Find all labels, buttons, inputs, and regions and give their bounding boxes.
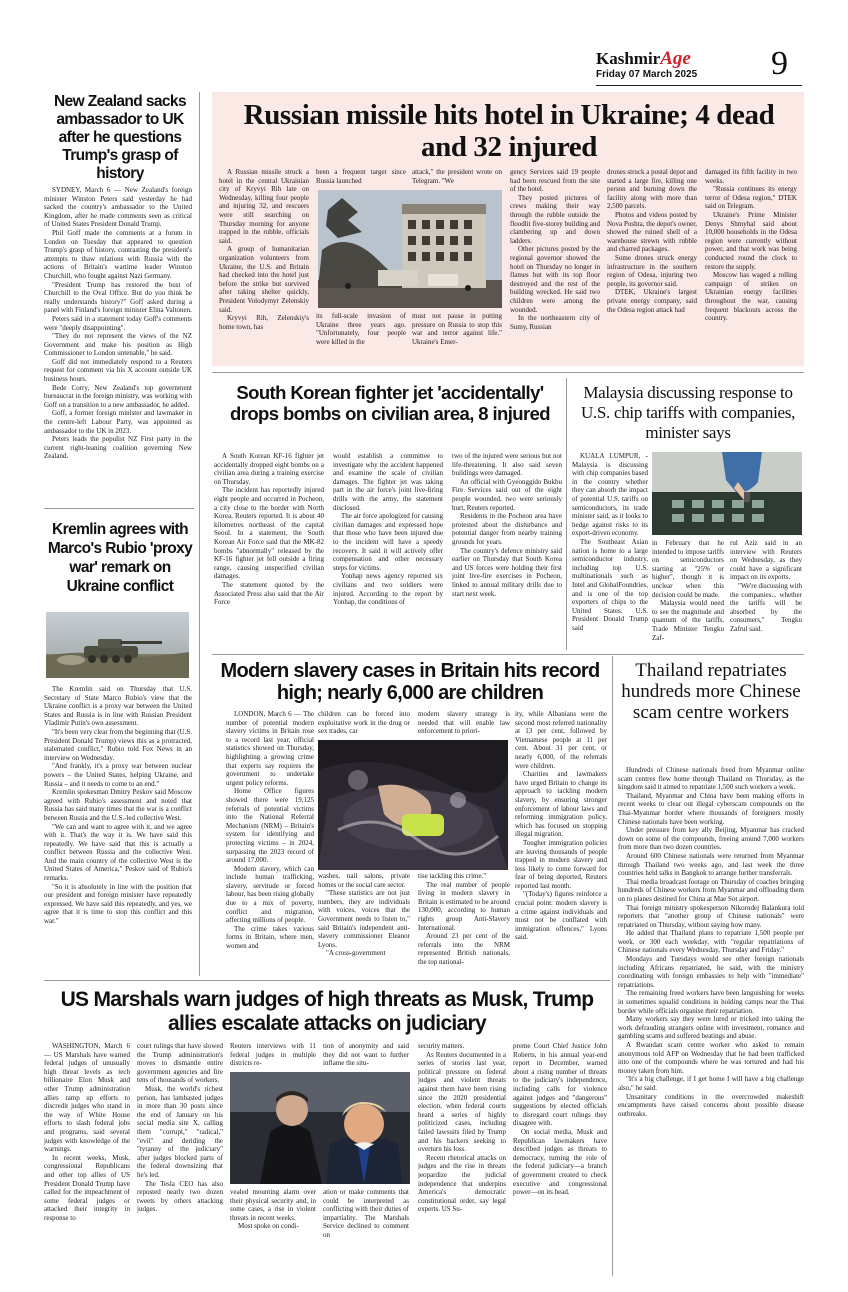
ukraine-para: They posted pictures of crews making their way through the rubble outside the floodlit five-storey building and clambering up and down ladders. [510,193,600,245]
ukraine-col-4 [510,168,600,360]
malaysia-para: in February that he intended to impose tariffs on semiconductors starting at "25% or higher", though it is unclear when this decision could be made. [652,539,724,599]
ukraine-para: its full-scale invasion of Ukraine three years ago. "Unfortunately, four people were killed in the [316,312,406,346]
marshals-para: Reuters interviews with 11 federal judges in multiple districts re- [230,1042,316,1068]
kremlin-body [44,685,192,971]
tank-photo [46,612,189,678]
ukraine-headline: Russian missile hits hotel in Ukraine; 4 dead and 32 injured [243,99,775,163]
slavery-para: Charities and lawmakers have urged Britain to change its approach to tackling modern slavery, by ensuring stronger enforcement of labour laws and reforming immigration policy, which has focused on stopping illegal migration. [515,770,607,839]
thailand-para: Unsanitary conditions in the overcrowded makeshift encampments have raised concerns about possible disease outbreaks. [618,1092,804,1118]
korea-col-3 [452,452,562,650]
slavery-para: The crime takes various forms in Britain, where men, women and [226,924,314,951]
divider [44,508,194,509]
thailand-para: Hundreds of Chinese nationals freed from Myanmar online scam centres flew home through Thailand on Thursday, as the kingdom said it aimed to repatriate 1,500 such workers a week. [618,766,804,792]
korea-para: An official with Gyeonggido Bukbu Fire Services said out of the eight people wounded, two were seriously hurt, Reuters reported. [452,477,562,512]
thailand-para: Many workers say they were lured or tricked into taking the work defrauding strangers online with investment, romance and gambling scams and suffered beatings and abuse. [618,1015,804,1041]
marshals-para: Recent rhetorical attacks on judges and the rise in threats jeopardize the judicial independence that underpins America's democratic constitutional order, say legal experts. US Su- [418,1153,506,1214]
ukraine-para: Moscow has waged a rolling campaign of strikes on Ukrainian energy facilities throughout the war, causing frequent blackouts across the country. [705,271,797,323]
marshals-col-4-top [323,1042,409,1068]
korea-para: Residents in the Pocheon area have protested about the disturbance and potential danger from nearby training grounds for years. [452,512,562,546]
slavery-para: children can be forced into exploitative work in the drug or sex trades, car [318,710,410,736]
page-number: 9 [771,45,788,82]
thailand-para: Around 600 Chinese nationals were returned from Myanmar through Thailand two weeks ago, and last week the three countries held talks in Bangkok to arrange further transferrals. [618,851,804,878]
masthead-rule [596,85,802,86]
nz-para: "President Trump has restored the bust of Churchill to the Oval Office. But do you think he really understands history?" Goff asked during a panel with Finland's foreign minister Elina Valtonen. [44,280,192,315]
thailand-para: Mondays and Tuesdays would see other foreign nationals including Africans repatriated, he said, with the ministry coordinating with foreign embassies to help with "immediate" repatriations. [618,955,804,989]
slavery-para: ity, while Albanians were the second most referred nationality at 13 per cent, followed by Vietnamese people at 11 per cent. About 31 per cent, or nearly 6,000, of the referrals were children. [515,710,607,770]
thailand-para: Under pressure from key ally Beijing, Myanmar has cracked down on some of the compounds, freeing around 7,000 workers from more than two dozen countries. [618,826,804,852]
slavery-para: Tougher immigration policies are leaving thousands of people trapped in modern slavery and less likely to come forward for fear of being deported, Reuters reported last month. [515,838,607,890]
ukraine-col-2-top [316,168,406,186]
ukraine-para: A group of humanitarian organization volunteers from Ukraine, the U.S. and Britain had checked into the hotel just before the strike but survived after taking shelter quickly, President Volodymyr Zelenskiy said. [219,245,309,314]
ukraine-col-3-top [412,168,502,186]
slavery-para: "(Today's) figures reinforce a crucial point: modern slavery is a crime against individuals and must not be conflated with immigration offences," Lyons said. [515,890,607,942]
ukraine-para: must not pause in putting pressure on Russia to stop this war and terror against life." Ukraine's Emer- [412,312,502,346]
ukraine-para: attack," the president wrote on Telegram. "We [412,168,502,185]
kremlin-para: "We can and want to agree with it, and we agree with it. That's the way it is. We have said this repeatedly. We have said that this is actually a conflict between Russia and the collective West. And the main country of the collective West is the United States of America," Peskov said of Rubio's remarks. [44,822,192,883]
ukraine-para: Photos and videos posted by Nova Poshta, the depot's owner, showed the ruined shell of a warehouse strewn with rubble and charred packages. [607,210,697,254]
marshals-para: tion of anonymity and said they did not want to further inflame the situ- [323,1042,409,1068]
marshals-para: preme Court Chief Justice John Roberts, in his annual year-end report in December, warned about a rising number of threats to the judiciary's independence, including calls for violence against judges and "dangerous" suggestions by elected officials to disregard court rulings they disagree with. [513,1042,607,1128]
nz-para: Phil Goff made the comments at a forum in London on Tuesday that appeared to question Trump's grasp of history, contrasting the president's attempts to thaw relations with Russia with the actions of Britain's wartime leader Winston Churchill, who fought against Nazi Germany. [44,228,192,280]
slavery-col-4 [515,710,607,976]
marshals-para: security matters. [418,1042,465,1050]
malaysia-headline: Malaysia discussing response to U.S. chip tariffs with companies, minister says [580,383,796,442]
divider [212,654,804,655]
slavery-headline: Modern slavery cases in Britain hits record high; nearly 6,000 are children [220,660,600,704]
korea-para: A South Korean KF-16 fighter jet accidentally dropped eight bombs on a civilian area during a training exercise on Thursday. [214,452,324,486]
marshals-col-5 [418,1042,506,1278]
ukraine-para: "Russia continues its energy terror of Odesa region," DTEK said on Telegram. [705,185,797,211]
marshals-para: As Reuters documented in a series of stories last year, political pressure on federal judges and violent threats against them have been rising since the 2020 presidential election, when federal courts heard a series of highly politicized cases, including failed lawsuits filed by Trump and his backers seeking to overturn his loss. [418,1050,506,1154]
slavery-col-1 [226,710,314,976]
thailand-headline: Thailand repatriates hundreds more Chinese scam centre workers [621,660,801,723]
marshals-col-3-bottom [230,1188,316,1278]
slavery-para: Home Office figures showed there were 19,125 referrals of potential victims into the National Referral Mechanism (NRM) – Britain's system for identifying and protecting victims – in 2024, surpassing the 2023 record of around 17,000. [226,787,314,865]
kremlin-para: "And frankly, it's a proxy war between nuclear powers – the United States, helping Ukraine, and Russia – and it needs to come to an end." [44,762,192,788]
marshals-col-4-bottom [323,1188,409,1278]
kremlin-headline: Kremlin agrees with Marco's Rubio 'proxy war' remark on Ukraine conflict [47,521,193,595]
musk-trump-photo [230,1072,410,1184]
ukraine-para: A Russian missile struck a hotel in the central Ukrainian city of Kryvyi Rih late on Wednesday, killing four people and injuring 32, and rescuers were still searching on Thursday morning for anyone trapped in the rubble, officials said. [219,168,309,245]
ukraine-para: damaged its fifth facility in two weeks. [705,168,797,185]
korea-para: The country's defence ministry said earlier on Thursday that South Korea and US forces were holding their first joint live-fire exercises in Pocheon, linked to annual military drills due to start next week. [452,546,562,598]
marshals-para: Most spoke on condi- [238,1222,299,1231]
marshals-para: vealed mounting alarm over their physical security and, in some cases, a rise in violent threats in recent weeks. [230,1188,316,1222]
marshals-col-1 [44,1042,130,1278]
malaysia-para: The Southeast Asian nation is home to a large semiconductor industry, including top U.S. multinationals such as Intel and GlobalFoundries, and is one of the top exporters of chips to the United States. U.S. President Donald Trump said [572,537,648,632]
divider [212,372,804,373]
malaysia-col-3 [730,539,802,649]
marshals-para: On social media, Musk and Republican lawmakers have described judges as threats to democracy, turning the role of the federal judiciary—a branch of government created to check executive and congressional power—on its head. [513,1127,607,1197]
column-divider [199,92,200,976]
marshals-col-3-top [230,1042,316,1068]
chip-photo [652,452,802,535]
nz-para: Peters leads the populist NZ First party in the current right-leaning coalition governing New Zealand. [44,435,192,461]
malaysia-col-1 [572,452,648,648]
kremlin-para: "It's been very clear from the beginning that (U.S. President Donald Trump) views this as a protracted, stalemated conflict," Rubio told Fox News in an interview on Wednesday. [44,727,192,762]
thailand-para: Thai media broadcast footage on Thursday of coaches bringing hundreds of Chinese workers from Myanmar and offloading them on to planes destined for China at Mae Sot airport. [618,877,804,903]
slavery-para: LONDON, March 6 — The number of potential modern slavery victims in Britain rose to a record last year, official statistics showed on Thursday, highlighting a growing crime that experts say requires the government to undertake urgent policy reforms. [226,710,314,787]
korea-para: The incident has reportedly injured eight people and occurred in Pocheon, a city close to the border with North Korea, Reuters reported. It is about 40 kilometres northeast of the capital Seoul. In a statement, the South Korean Air Force said that the MK-82 bombs "abnormally" released by the KF-16 fighter jet fell outside a firing range, causing unspecified civilian damages. [214,486,324,581]
nz-para: Goff did not immediately respond to a Reuters request for comment via his X account outside UK business hours. [44,357,192,384]
slavery-para: Modern slavery, which can include human trafficking, slavery, servitude or forced labour, has been rising globally due to a mix of poverty, conflict and migration, affecting millions of people. [226,864,314,925]
malaysia-para: KUALA LUMPUR, - Malaysia is discussing with chip companies based in the country whether they can absorb the impact of potential U.S. tariffs on semiconductors, its trade minister said, as it looks to hedge against risks to its export-driven economy. [572,452,648,538]
slavery-col-3-top [418,710,510,738]
thailand-para: "It's a big challenge, if I get home I will have a big challenge also," he said. [618,1075,804,1092]
slavery-para: The real number of people living in modern slavery in Britain is estimated to be around 130,000, according to human rights group Anti-Slavery International. [418,880,510,932]
ukraine-para: Some drones struck energy infrastructure in the southern region of Odesa, injuring two people, its governor said. [607,253,697,288]
brand-main: Kashmir [596,49,661,68]
marshals-col-6 [513,1042,607,1278]
ukraine-para: Other pictures posted by the regional governor showed the hotel on Thursday no longer in flames but with its top floor destroyed and the rest of the building wrecked. He said two children were among the wounded. [510,245,600,314]
car-wash-photo [318,740,508,870]
masthead [596,45,836,84]
issue-date: Friday 07 March 2025 [596,69,698,80]
korea-para: two of the injured were serious but not life-threatening. It also said seven buildings were damaged. [452,452,562,478]
ukraine-para: DTEK, Ukraine's largest private energy company, said the Odesa region attack had [607,288,697,314]
slavery-para: "These statistics are not just numbers, they are individuals with voices, voices that the Government needs to listen to," said Britain's independent anti-slavery commissioner Eleanor Lyons. [318,889,410,949]
slavery-para: "A cross-government [326,949,386,958]
slavery-para: washes, nail salons, private homes or the social care sector. [318,872,410,889]
thailand-para: The remaining freed workers have been languishing for weeks in sometimes squalid conditions in holding camps near the Thai border while officials organise their repatriation. [618,989,804,1015]
ukraine-col-1 [219,168,309,360]
newspaper-brand [596,50,691,67]
slavery-col-2-top [318,710,410,738]
marshals-para: ation or make comments that could be interpreted as conflicting with their duties of impartiality. The Marshals Service declined to comment on [323,1188,409,1239]
slavery-col-2-bottom [318,872,410,976]
korea-para: would establish a committee to investigate why the accident happened and examine the scale of civilian damages. The fighter jet was taking part in the air force's joint live-firing drills with the army, the statement disclosed. [333,452,443,512]
column-divider [612,656,613,1276]
slavery-para: tise tackling this crime." [418,872,487,880]
thailand-para: Thailand, Myanmar and China have been making efforts in recent weeks to clear out illegal cyberscam compounds on the Thai-Myanmar border where thousands of foreigners mostly Chinese nationals have been working. [618,791,804,826]
korea-para: The air force apologized for causing civilian damages and expressed hope that those who have been injured due to the incident will have a speedy recovery. It said it will actively offer compensation and other necessary steps for victims. [333,512,443,572]
slavery-col-3-bottom [418,872,510,976]
hotel-photo [318,190,502,308]
ukraine-col-3-bottom [412,312,502,362]
marshals-para: The Tesla CEO has also reposted nearly two dozen tweets by others attacking judges. [137,1179,223,1214]
malaysia-para: rul Aziz said in an interview with Reuters on Wednesday, as they could have a significant impact on its exports. [730,539,802,582]
divider [44,980,610,981]
malaysia-col-2 [652,539,724,649]
korea-col-1 [214,452,324,650]
marshals-headline: US Marshals warn judges of high threats as Musk, Trump allies escalate attacks on judiciary [60,988,594,1035]
thailand-para: He added that Thailand plans to repatriate 1,500 people per week, or 300 each weekday, with "regular repatriations of Chinese nationals every Wednesday, Thursday and Friday." [618,929,804,955]
slavery-para: Around 23 per cent of the referrals into the NRM represented British nationals, the top national- [418,932,510,966]
kremlin-para: Kremlin spokesman Dmitry Peskov said Moscow agreed with Rubio's assessment and noted that Russia has said many times that the war is a conflict between Russia and the U.S.-led collective West. [44,788,192,822]
malaysia-para: Malaysia would need to see the magnitude and quantum of the tariffs, Trade Minister Tengku Zaf- [652,599,724,642]
thailand-para: Thai foreign ministry spokesperson Nikorndej Balankura told reporters that "another group of Chinese nationals" were repatriated on Thursday, without saying how many. [618,903,804,929]
ukraine-col-5 [607,168,697,360]
marshals-col-2 [137,1042,223,1278]
ukraine-para: In the northeastern city of Sumy, Russian [510,314,600,331]
kremlin-para: The Kremlin said on Thursday that U.S. Secretary of State Marco Rubio's view that the Ukraine conflict is a proxy war between the United States and Russia is in line with Russian President Vladimir Putin's own assessment. [44,685,192,728]
nz-para: Goff, a former foreign minister and lawmaker in the centre-left Labour Party, was appointed as ambassador to the UK in 2023. [44,409,192,435]
marshals-para: court rulings that have slowed the Trump administration's moves to dismantle entire government agencies and fire tens of thousands of workers. [137,1042,223,1085]
marshals-para: In recent weeks, Musk, congressional Republicans and other top allies of US President Donald Trump have called for the impeachment of some federal judges or attacked their integrity in response to [44,1153,130,1222]
ukraine-col-2-bottom [316,312,406,362]
nz-para: SYDNEY, March 6 — New Zealand's foreign minister Winston Peters said yesterday he had sacked the country's ambassador to the United Kingdom, after he made comments seen as critical of United States President Donald Trump. [44,186,192,229]
ukraine-para: drones struck a postal depot and started a large fire, killing one person and burning down the facility along with more than 2,500 parcels. [607,168,697,211]
ukraine-para: gency Services said 19 people had been rescued from the site of the hotel. [510,168,600,194]
ukraine-col-6 [705,168,797,360]
brand-accent: Age [660,48,691,69]
nz-body [44,186,192,502]
korea-para: The statement quoted by the Associated Press also said that the Air Force [214,580,324,607]
kremlin-para: "So it is absolutely in line with the position that our president and foreign minister have repeatedly expressed. We have said this repeatedly, and yes, we agree that it is time to stop this conflict and this war." [44,882,192,926]
ukraine-para: Ukraine's Prime Minister Denys Shmyhal said about 10,000 households in the Odesa region were currently without power, and that work was being conducted round the clock to restore the supply. [705,210,797,271]
ukraine-para: Kryvyi Rih, Zelenskiy's home town, has [219,314,309,331]
korea-headline: South Korean fighter jet 'accidentally' drops bombs on civilian area, 8 injured [230,382,550,424]
korea-col-2 [333,452,443,650]
nz-para: "They do not represent the views of the NZ Government and make his position as High Commissioner to London untenable," he said. [44,332,192,358]
thailand-para: A Rwandan scam centre worker who asked to remain anonymous told AFP on Wednesday that he had been trafficked into one of the compounds where he was tortured and had his money taken from him. [618,1041,804,1075]
ukraine-para: been a frequent target since Russia launched [316,168,406,185]
column-divider [566,378,567,650]
malaysia-para: "We're discussing with the companies... whether the tariffs will be absorbed by the consumers," Tengku Zafrul said. [730,581,802,633]
nz-para: Peters said in a statement today Goff's comments were "deeply disappointing". [44,314,192,332]
nz-headline: New Zealand sacks ambassador to UK after he questions Trump's grasp of history [54,93,186,182]
marshals-para: Musk, the world's richest person, has lambasted judges in more than 30 posts since the end of January on his social media site X, calling them "corrupt," "radical," "evil" and deriding the "tyranny of the judiciary" after judges blocked parts of the federal downsizing that he's led. [137,1084,223,1179]
marshals-para: WASHINGTON, March 6 — US Marshals have warned federal judges of unusually high threat levels as tech billionaire Elon Musk and other Trump administration allies ramp up efforts to discredit judges who stand in the way of White House efforts to slash federal jobs and programs, said several judges with knowledge of the warnings. [44,1042,130,1154]
slavery-para: modern slavery strategy is needed that will enable law enforcement to priori- [418,710,510,736]
korea-para: Yonhap news agency reported six civilians and two soldiers were injured. According to the report by Yonhap, the conditions of [333,572,443,607]
nz-para: Bede Corry, New Zealand's top government bureaucrat in the foreign ministry, was working with Goff on a transition to a new ambassador, he added. [44,383,192,409]
thailand-body [618,766,804,1278]
